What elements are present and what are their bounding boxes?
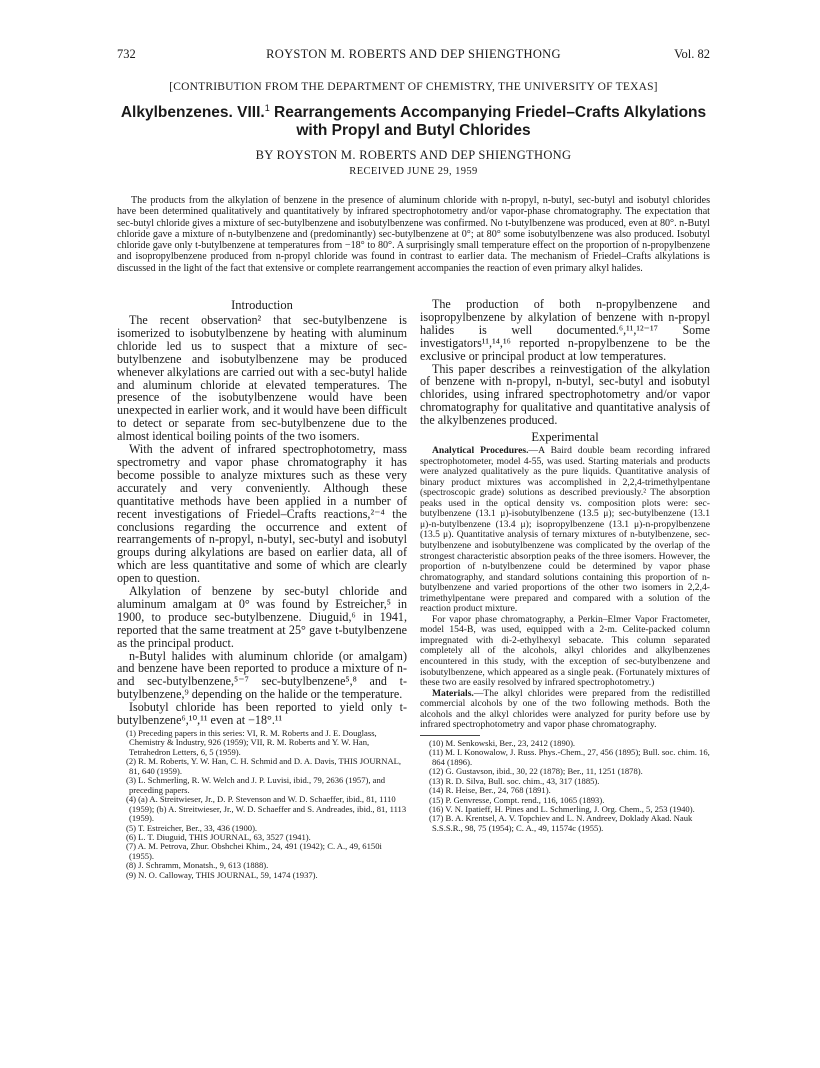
section-heading-experimental: Experimental bbox=[531, 430, 599, 445]
title-line1-suffix: Rearrangements Accompanying Friedel–Crafts Alkylations bbox=[269, 104, 707, 122]
footnote: (4) (a) A. Streitwieser, Jr., D. P. Stevenson and W. D. Schaeffer, ibid., 81, 1110 (1959); (b) A. Streitwieser, Jr., W. D. Schaeffer and S. Andreades, ibid., 81, 1113 (1959). bbox=[126, 794, 407, 824]
footnote: (11) M. I. Konowalow, J. Russ. Phys.-Chem., 27, 456 (1895); Bull. soc. chim. 16, 864 (1896). bbox=[429, 747, 710, 767]
experimental-paragraph bbox=[420, 689, 710, 731]
footnote: (7) A. M. Petrova, Zhur. Obshchei Khim., 24, 491 (1942); C. A., 49, 6150i (1955). bbox=[126, 841, 382, 861]
paragraph: Alkylation of benzene by sec-butyl chloride and aluminum amalgam at 0° was found by Estreicher,⁵ in 1900, to produce sec-butylbenzene. Diuguid,⁶ in 1941, reported that the same treatment at 25° gave t-butylbenzene as the principal product. bbox=[117, 584, 407, 650]
left-paragraphs bbox=[117, 314, 407, 727]
abstract: The products from the alkylation of benzene in the presence of aluminum chloride with n-propyl, n-butyl, sec-butyl and isobutyl chlorides have been determined qualitatively and quantitatively by infrared spectrophotometry and/or vapor-phase chromatography. The expectation that sec-butyl chloride gives a mixture of sec-butylbenzene and isobutylbenzene was confirmed. No t-butylbenzene was produced, even at 80°. n-Butyl chloride gave a mixture of n-butylbenzene and (predominantly) sec-butylbenzene at 0°; at 80° some isobutylbenzene was also produced. Isobutyl chloride gave only t-butylbenzene at temperatures from −18° to 80°. A surprisingly small temperature effect on the proportion of n-propylbenzene and isopropylbenzene produced from n-propyl chloride was found in contrast to earlier data. The mechanism of Friedel–Crafts alkylations is discussed in the light of the fact that extensive or complete rearrangement accompanies the reaction of even primary alkyl halides. bbox=[117, 195, 710, 274]
experimental-paragraph bbox=[420, 446, 710, 615]
paragraph: With the advent of infrared spectrophotometry, mass spectrometry and vapor phase chromatography it has become possible to analyze mixtures such as these very accurately and very conveniently. Although these quantitative methods have been applied in a number of recent investigations of Friedel–Crafts reactions,²⁻⁴ the conclusions regarding the occurrence and extent of rearrangements of n-propyl, n-butyl, sec-butyl and isobutyl groups during alkylations are based on earlier data, all of which are less quantitative and some of which are clearly open to question. bbox=[117, 442, 407, 586]
right-footnotes bbox=[420, 739, 710, 834]
experimental-paragraphs bbox=[420, 446, 710, 731]
run-in-heading: Materials. bbox=[432, 687, 474, 699]
page-number: 732 bbox=[117, 47, 136, 61]
footnote: (14) R. Heise, Ber., 24, 768 (1891). bbox=[429, 785, 551, 796]
article-title bbox=[117, 100, 710, 139]
footnote: (6) L. T. Diuguid, THIS JOURNAL, 63, 3527 (1941). bbox=[126, 831, 311, 842]
paragraph: The production of both n-propylbenzene and isopropylbenzene by alkylation of benzene with n-propyl halides is well documented.⁶,¹¹,¹²⁻¹⁷ Some investigators¹¹,¹⁴,¹⁶ reported n-propylbenzene to be the exclusive or principal product at low temperatures. bbox=[420, 297, 710, 363]
volume-number: Vol. 82 bbox=[674, 47, 710, 61]
paragraph-text: —The alkyl chlorides were prepared from the redistilled commercial alcohols by one of the two following methods. Both the alcohols and the alkyl chlorides were analyzed for purity before use by infrared spectrophotometry and vapor phase chromatography. bbox=[420, 687, 710, 731]
footnote: (1) Preceding papers in this series: VI, R. M. Roberts and J. E. Douglass, Chemistry & Industry, 926 (1959); VII, R. M. Roberts and Y. W. Han, Tetrahedron Letters, 6, 5 (1959). bbox=[126, 728, 377, 757]
right-column bbox=[420, 298, 710, 833]
footnote: (8) J. Schramm, Monatsh., 9, 613 (1888). bbox=[126, 860, 269, 871]
received-date: RECEIVED JUNE 29, 1959 bbox=[349, 166, 478, 177]
paragraph: The recent observation² that sec-butylbenzene is isomerized to isobutylbenzene by heating with aluminum chloride led us to suspect that a mixture of sec-butylbenzene and isobutylbenzene may be produced whenever alkylations are carried out with a sec-butyl halide and aluminum chloride at elevated temperatures. The presence of the isobutylbenzene would have been unexpected in earlier work, and it would have been difficult to detect or separate from sec-butylbenzene due to the almost identical boiling points of the two isomers. bbox=[117, 313, 407, 444]
footnote: (9) N. O. Calloway, THIS JOURNAL, 59, 1474 (1937). bbox=[126, 869, 318, 880]
footnote: (3) L. Schmerling, R. W. Welch and J. P. Luvisi, ibid., 79, 2636 (1957), and preceding papers. bbox=[126, 775, 386, 795]
paragraph-text: —A Baird double beam recording infrared spectrophotometer, model 4-55, was used. Starting materials and products were analyzed qualitatively as the pure liquids. Quantitative analysis of binary product mixtures was accomplished in 2,2,4-trimethylpentane (spectroscopic grade) solutions as described previously.² The absorption peaks used in the optical density vs. composition plots were: sec-butylbenzene (13.1 μ)-isobutylbenzene (13.5 μ); sec-butylbenzene (13.1 μ)-n-butylbenzene (13.4 μ); isopropylbenzene (13.1 μ)-n-propylbenzene (13.5 μ). Quantitative analysis of ternary mixtures of n-butylbenzene, sec-butylbenzene and isobutylbenzene was complicated by the overlap of the strongest characteristic absorption peaks of the three isomers. However, the proportion of n-butylbenzene could be determined by vapor phase chromatography, and standard solutions containing this proportion of n-butylbenzene and varied proportions of the other two isomers in 2,2,4-trimethylpentane were prepared and compared with a solution of the reaction product mixture. bbox=[420, 445, 710, 615]
title-line2: with Propyl and Butyl Chlorides bbox=[296, 121, 531, 139]
left-footnotes bbox=[117, 729, 407, 880]
contribution-line: [CONTRIBUTION FROM THE DEPARTMENT OF CHEMISTRY, THE UNIVERSITY OF TEXAS] bbox=[169, 81, 658, 93]
footnote: (15) P. Genvresse, Compt. rend., 116, 1065 (1893). bbox=[429, 794, 605, 805]
experimental-paragraph bbox=[420, 615, 710, 689]
right-paragraphs bbox=[420, 298, 710, 427]
byline: BY ROYSTON M. ROBERTS AND DEP SHIENGTHONG bbox=[255, 148, 572, 162]
footnote-rule bbox=[420, 735, 480, 736]
footnote: (13) R. D. Silva, Bull. soc. chim., 43, 317 (1885). bbox=[429, 775, 600, 786]
paragraph: Isobutyl chloride has been reported to yield only t-butylbenzene⁶,¹⁰,¹¹ even at −18°.¹¹ bbox=[117, 700, 407, 728]
paragraph: n-Butyl halides with aluminum chloride (or amalgam) and benzene have been reported to produce a mixture of n- and sec-butylbenzene,⁵⁻⁷ sec-butylbenzene⁵,⁸ and t-butylbenzene,⁹ depending on the halide or the temperature. bbox=[117, 648, 407, 702]
run-in-heading: Analytical Procedures. bbox=[432, 445, 529, 457]
footnote: (10) M. Senkowski, Ber., 23, 2412 (1890). bbox=[429, 737, 576, 748]
running-head-authors: ROYSTON M. ROBERTS AND DEP SHIENGTHONG bbox=[266, 47, 561, 61]
paragraph: This paper describes a reinvestigation of the alkylation of benzene with n-propyl, n-butyl, sec-butyl and isobutyl chlorides, using infrared spectrophotometry and/or vapor chromatography for qualitative and quantitative analysis of the alkylbenzenes produced. bbox=[420, 361, 710, 428]
title-footnote-mark: 1 bbox=[264, 103, 270, 113]
running-head bbox=[117, 47, 710, 63]
footnote: (12) G. Gustavson, ibid., 30, 22 (1878); Ber., 11, 1251 (1878). bbox=[429, 766, 643, 777]
footnote: (16) V. N. Ipatieff, H. Pines and L. Schmerling, J. Org. Chem., 5, 253 (1940). bbox=[429, 804, 695, 814]
footnote: (5) T. Estreicher, Ber., 33, 436 (1900). bbox=[126, 822, 258, 833]
footnote: (17) B. A. Krentsel, A. V. Topchiev and L. N. Andreev, Doklady Akad. Nauk S.S.S.R., 98, 75 (1954); C. A., 49, 11574c (1955). bbox=[429, 813, 693, 833]
title-line1-prefix: Alkylbenzenes. VIII. bbox=[120, 104, 265, 122]
left-column bbox=[117, 298, 407, 880]
section-heading-introduction: Introduction bbox=[231, 298, 293, 312]
paragraph-text: For vapor phase chromatography, a Perkin–Elmer Vapor Fractometer, model 154-B, was used, equipped with a 2-m. Celite-packed column impregnated with di-2-ethylhexyl sebacate. This column separated completely all of the alcohols, alkyl chlorides and alkylbenzenes encountered in this study, with the exception of sec-butylbenzene and isobutylbenzene, which appeared as a single peak. (Fortunately mixtures of these two are easily resolved by infrared spectrophotometry.) bbox=[420, 613, 710, 689]
footnote: (2) R. M. Roberts, Y. W. Han, C. H. Schmid and D. A. Davis, THIS JOURNAL, 81, 640 (1959). bbox=[126, 756, 402, 776]
